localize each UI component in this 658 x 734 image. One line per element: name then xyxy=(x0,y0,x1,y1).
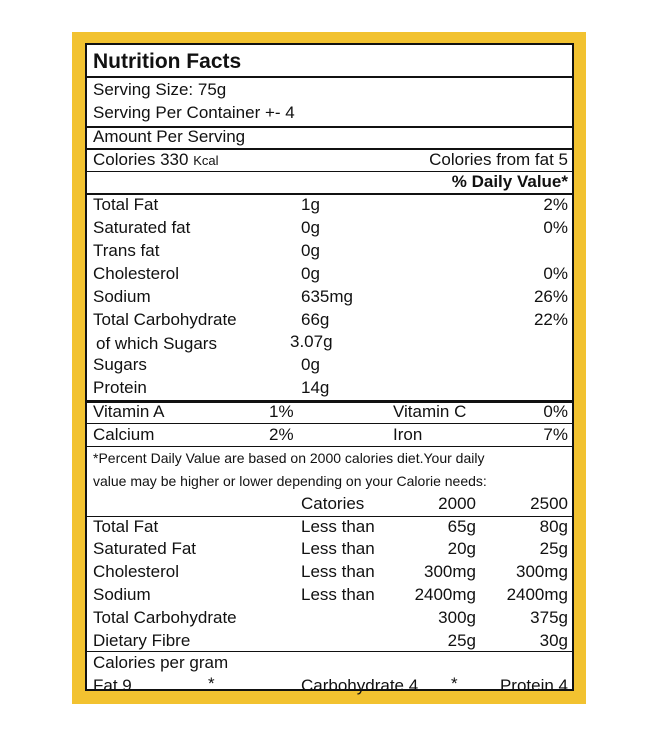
ref-header-2000: 2000 xyxy=(438,494,476,513)
divider xyxy=(87,446,572,447)
ref-row-name: Sodium xyxy=(93,585,151,604)
nutrient-daily-value: 2% xyxy=(543,195,568,214)
mineral-name: Iron xyxy=(393,425,423,444)
divider xyxy=(87,76,572,78)
nutrition-facts-panel xyxy=(85,43,574,695)
nutrient-name: Total Fat xyxy=(93,195,159,214)
nutrient-daily-value: 0% xyxy=(543,218,568,237)
ref-row-2000: 65g xyxy=(447,517,476,536)
nutrient-amount: 0g xyxy=(301,218,320,237)
carbohydrate-per-gram: Carbohydrate 4 xyxy=(301,676,419,695)
ref-row-2000: 300mg xyxy=(424,562,476,581)
nutrient-daily-value: 0% xyxy=(543,264,568,283)
serving-per-container: Serving Per Container +- 4 xyxy=(93,103,295,122)
separator-asterisk: * xyxy=(208,674,215,693)
nutrient-name: Saturated fat xyxy=(93,218,191,237)
ref-row-2500: 300mg xyxy=(516,562,568,581)
mineral-value: 2% xyxy=(269,425,294,444)
label-title: Nutrition Facts xyxy=(93,50,242,73)
nutrient-amount: 0g xyxy=(301,355,320,374)
nutrient-name: Sodium xyxy=(93,287,151,306)
nutrient-name: Sugars xyxy=(93,355,147,374)
ref-row-2000: 20g xyxy=(447,539,476,558)
ref-row-qualifier: Less than xyxy=(301,585,375,604)
calories-unit: Kcal xyxy=(193,153,219,168)
footnote-line: value may be higher or lower depending on your Calorie needs: xyxy=(93,473,487,489)
nutrient-name: Total Carbohydrate xyxy=(93,310,237,329)
nutrient-amount: 635mg xyxy=(301,287,353,306)
calories-per-gram-label: Calories per gram xyxy=(93,653,229,672)
divider xyxy=(87,193,572,195)
protein-per-gram: Protein 4 xyxy=(499,676,568,695)
ref-row-qualifier: Less than xyxy=(301,562,375,581)
ref-row-name: Total Fat xyxy=(93,517,159,536)
amount-per-serving: Amount Per Serving xyxy=(93,127,246,146)
nutrient-daily-value: 22% xyxy=(533,310,568,329)
nutrient-amount: 66g xyxy=(301,310,330,329)
ref-row-name: Dietary Fibre xyxy=(93,631,191,650)
ref-row-qualifier: Less than xyxy=(301,517,375,536)
serving-size: Serving Size: 75g xyxy=(93,80,227,99)
ref-row-name: Cholesterol xyxy=(93,562,179,581)
daily-value-header: % Daily Value* xyxy=(451,172,568,191)
calories-line xyxy=(93,150,218,171)
ref-row-2500: 2400mg xyxy=(506,585,568,604)
separator-asterisk: * xyxy=(451,674,458,693)
ref-row-name: Total Carbohydrate xyxy=(93,608,237,627)
nutrient-name: Protein xyxy=(93,378,147,397)
calories-value: Colories 330 xyxy=(93,150,189,169)
vitamin-name: Vitamin C xyxy=(393,402,467,421)
mineral-value: 7% xyxy=(543,425,568,444)
ref-header-2500: 2500 xyxy=(530,494,568,513)
vitamin-name: Vitamin A xyxy=(93,402,165,421)
nutrient-amount: 1g xyxy=(301,195,320,214)
ref-header-calories: Catories xyxy=(301,494,365,513)
nutrient-name: of which Sugars xyxy=(96,334,217,353)
vitamin-value: 1% xyxy=(269,402,294,421)
nutrient-amount: 3.07g xyxy=(290,332,333,351)
divider xyxy=(87,423,572,424)
nutrient-name: Cholesterol xyxy=(93,264,179,283)
vitamin-value: 0% xyxy=(543,402,568,421)
calories-from-fat: Colories from fat 5 xyxy=(429,150,568,169)
ref-row-2000: 2400mg xyxy=(414,585,476,604)
nutrient-name: Trans fat xyxy=(93,241,160,260)
nutrient-amount: 0g xyxy=(301,264,320,283)
ref-row-2000: 300g xyxy=(438,608,476,627)
ref-row-2500: 375g xyxy=(530,608,568,627)
footnote-line: *Percent Daily Value are based on 2000 calories diet.Your daily xyxy=(93,450,485,466)
mineral-name: Calcium xyxy=(93,425,155,444)
divider xyxy=(87,651,572,652)
ref-row-2500: 25g xyxy=(539,539,568,558)
fat-per-gram: Fat 9 xyxy=(93,676,132,695)
ref-row-2500: 30g xyxy=(539,631,568,650)
ref-row-2500: 80g xyxy=(539,517,568,536)
ref-row-name: Saturated Fat xyxy=(93,539,197,558)
nutrient-amount: 14g xyxy=(301,378,330,397)
ref-row-qualifier: Less than xyxy=(301,539,375,558)
nutrient-amount: 0g xyxy=(301,241,320,260)
nutrient-daily-value: 26% xyxy=(533,287,568,306)
ref-row-2000: 25g xyxy=(447,631,476,650)
